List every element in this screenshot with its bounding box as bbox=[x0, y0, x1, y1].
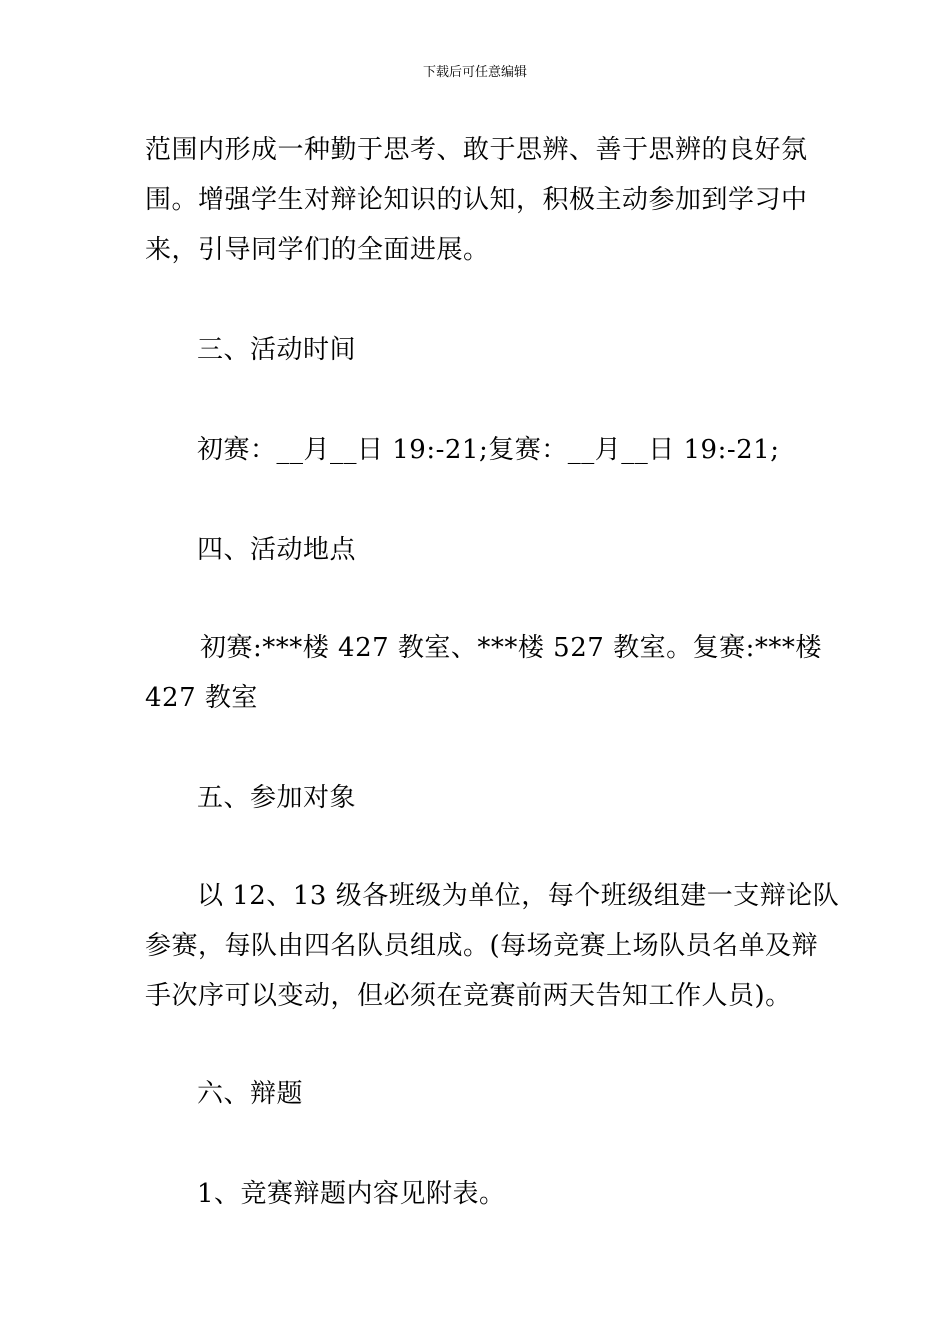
section-heading: 三、活动时间 bbox=[197, 335, 357, 365]
paragraph-line: 来，引导同学们的全面进展。 bbox=[145, 235, 490, 265]
section-heading: 四、活动地点 bbox=[197, 535, 357, 565]
paragraph-line: 初赛：__月__日 19:-21;复赛：__月__日 19:-21; bbox=[197, 435, 780, 465]
section-heading: 五、参加对象 bbox=[197, 783, 357, 813]
paragraph-line: 初赛:***楼 427 教室、***楼 527 教室。复赛:***楼 bbox=[200, 633, 822, 663]
paragraph-line: 427 教室 bbox=[145, 683, 258, 713]
page-header: 下载后可任意编辑 bbox=[422, 65, 527, 80]
paragraph-line: 范围内形成一种勤于思考、敢于思辨、善于思辨的良好氛 bbox=[145, 135, 808, 165]
paragraph-line: 1、竞赛辩题内容见附表。 bbox=[197, 1179, 506, 1209]
paragraph-line: 手次序可以变动，但必须在竞赛前两天告知工作人员)。 bbox=[145, 981, 792, 1011]
paragraph-line: 围。增强学生对辩论知识的认知，积极主动参加到学习中 bbox=[145, 185, 808, 215]
paragraph-line: 以 12、13 级各班级为单位，每个班级组建一支辩论队 bbox=[197, 881, 840, 911]
paragraph-line: 参赛，每队由四名队员组成。(每场竞赛上场队员名单及辩 bbox=[145, 931, 819, 961]
section-heading: 六、辩题 bbox=[197, 1079, 304, 1109]
